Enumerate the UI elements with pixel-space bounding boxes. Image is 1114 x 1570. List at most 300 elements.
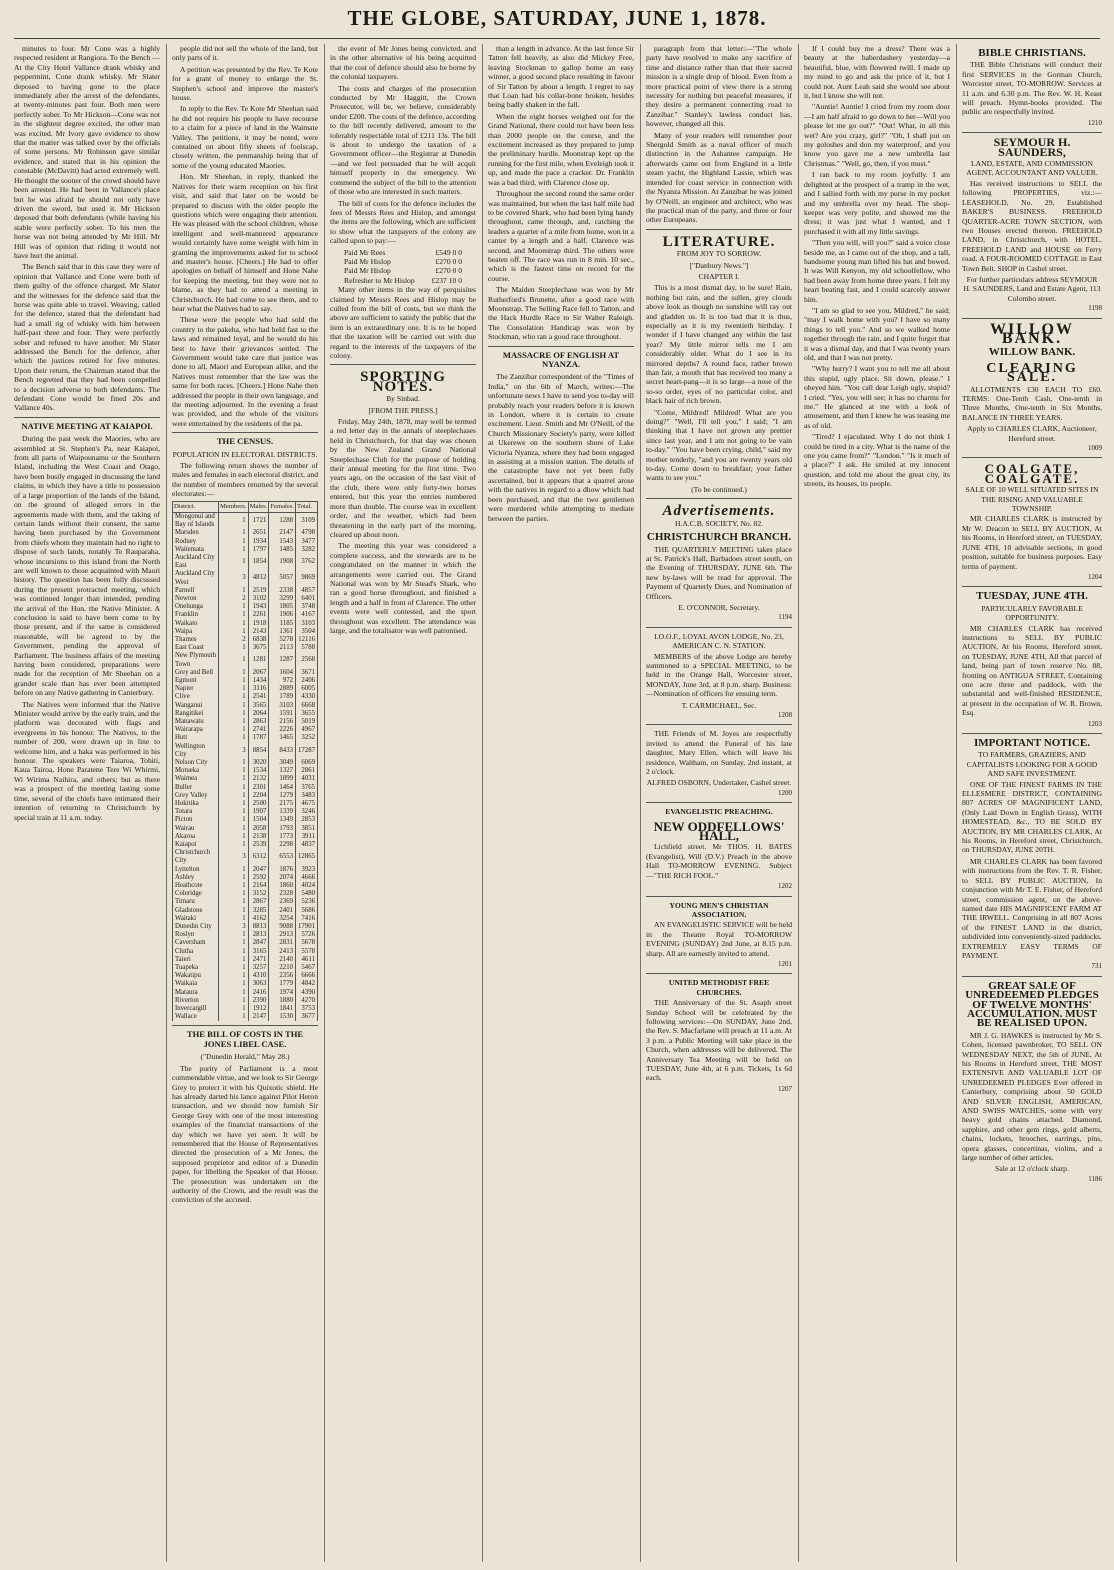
- census-row: [173, 825, 318, 833]
- census-row: [173, 652, 318, 668]
- story-paragraph: "Auntie! Auntie! I cried from my room door—I am half afraid to go down to her—Will you please let me go out?" "Out! What, in all this wet? Are you crazy, girl?" "Oh, I shall put on my goloshes and don my waterproof, and you know you gave me a new umbrella last Christmas." "Well, go, then, if you must.": [804, 102, 950, 168]
- cost-item: [330, 248, 476, 257]
- census-value: 1841: [269, 1005, 296, 1013]
- census-value: 1281: [248, 652, 269, 668]
- census-value: 3477: [296, 538, 318, 546]
- census-value: 6401: [296, 595, 318, 603]
- section-rule: [488, 346, 634, 347]
- census-value: 3923: [296, 866, 318, 874]
- census-value: 6005: [296, 685, 318, 693]
- article-paragraph: The meeting this year was considered a complete success, and the stewards are to be congratulated on the manner in which the arrangements were carried out. The Grand National was won by Mr Stead's Shark, who ran a good horse throughout, and finished a length and a half in front of Clarence. The other events were well contested, and the sport throughout was excellent. The attendance was large, and the totalisator was well patronised.: [330, 541, 476, 635]
- census-value: 2416: [248, 989, 269, 997]
- census-value: 1787: [248, 734, 269, 742]
- ad-number: 1194: [778, 613, 792, 622]
- article-paragraph: These were the people who had sold the country to the pakeha, who had held fast to the laws and remained loyal, and he would do his best to have their grievances settled. The Government would take care that justice was done to all, Maori and European alike, and the Natives must remember that the law was the same for both races. [Cheers.] Hone Nahe then addressed the people in their own language, and the meeting adjourned. In the evening a feast was provided, and the whole of the visitors were entertained by the residents of the pa.: [172, 315, 318, 428]
- census-value: 2301: [248, 784, 269, 792]
- ad-body: MEMBERS of the above Lodge are hereby summoned to a SPECIAL MEETING, to be held in the Orange Hall, Worcester street, MONDAY, June 3rd, at 8 p.m. sharp. Business:—Nomination of officers for ensuing term.: [646, 651, 792, 699]
- census-value: 2406: [296, 677, 318, 685]
- census-value: 1: [219, 702, 249, 710]
- ad-rule: [646, 802, 792, 803]
- census-district: Wairarapa: [173, 726, 219, 734]
- masthead-title: THE GLOBE, SATURDAY, JUNE 1, 1878.: [347, 5, 767, 30]
- ad-title: I.O.O.F., LOYAL AVON LODGE, No. 23, AMERICAN C. N. STATION.: [654, 631, 784, 651]
- census-district: New Plymouth Town: [173, 652, 219, 668]
- census-value: 3254: [269, 915, 296, 923]
- census-row: [173, 816, 318, 824]
- census-district: Waimea: [173, 775, 219, 783]
- census-row: [173, 923, 318, 931]
- census-value: 5480: [296, 890, 318, 898]
- census-value: 1: [219, 734, 249, 742]
- census-value: 1: [219, 529, 249, 537]
- census-value: 5236: [296, 898, 318, 906]
- census-value: 1: [219, 874, 249, 882]
- article-paragraph: The bill of costs for the defence includes the fees of Messrs Rees and Hislop, and amongst the items are the following, which are sufficient to show what the taxpayers of the colony are called upon to pay:—: [330, 198, 476, 246]
- census-district: Auckland City West: [173, 570, 219, 586]
- census-value: 2539: [248, 841, 269, 849]
- census-row: [173, 775, 318, 783]
- census-row: [173, 644, 318, 652]
- census-row: [173, 595, 318, 603]
- census-district: Napier: [173, 685, 219, 693]
- census-value: 3762: [296, 554, 318, 570]
- census-value: 1: [219, 898, 249, 906]
- census-value: 2226: [269, 726, 296, 734]
- census-row: [173, 512, 318, 529]
- census-value: 6668: [296, 702, 318, 710]
- census-value: 5686: [296, 907, 318, 915]
- column-7: [962, 44, 1102, 1562]
- column-6: [804, 44, 950, 1562]
- census-value: 1: [219, 816, 249, 824]
- census-district: Waikato: [173, 620, 219, 628]
- census-heading: THE CENSUS.: [216, 436, 274, 447]
- ad-subtitle: CHRISTCHURCH BRANCH.: [646, 531, 792, 544]
- census-row: [173, 964, 318, 972]
- census-row: [173, 767, 318, 775]
- census-row: [173, 939, 318, 947]
- census-row: [173, 898, 318, 906]
- census-row: [173, 734, 318, 742]
- census-row: [173, 587, 318, 595]
- masthead-rule: [14, 38, 1100, 39]
- census-district: Waitaki: [173, 915, 219, 923]
- article-paragraph: Many of your readers will remember poor Shergold Smith as a naval officer of much distinction in the Ashantee campaign. He afterwards came out from England in a little steam yacht, the Highland Lassie, which was intended for coast service in connection with the Nyanza Mission. At Zanzibar he was joined by O'Neill, an engineer and architect, who was the practical man of the party, and three or four other Europeans.: [646, 130, 792, 225]
- section-rule: [646, 498, 792, 499]
- section-rule: [14, 417, 160, 418]
- ad-number: 731: [1091, 962, 1102, 971]
- census-value: 9088: [269, 923, 296, 931]
- census-value: 3: [219, 923, 249, 931]
- census-value: 1789: [269, 693, 296, 701]
- census-district: Hutt: [173, 734, 219, 742]
- census-value: 1534: [248, 767, 269, 775]
- census-row: [173, 702, 318, 710]
- clearing-sale-heading: CLEARING SALE.: [986, 360, 1078, 386]
- census-district: Roslyn: [173, 931, 219, 939]
- census-value: 5278: [269, 636, 296, 644]
- census-district: Waikaia: [173, 980, 219, 988]
- census-row: [173, 890, 318, 898]
- cost-label: Refresher to Mr Hislop: [344, 275, 415, 285]
- census-value: 4024: [296, 882, 318, 890]
- ad-rule: [962, 318, 1102, 319]
- census-value: 4837: [296, 841, 318, 849]
- census-value: 2175: [269, 800, 296, 808]
- column-divider: [324, 44, 325, 1562]
- census-value: 1: [219, 890, 249, 898]
- census-value: 1: [219, 997, 249, 1005]
- census-row: [173, 784, 318, 792]
- census-district: Wellington City: [173, 743, 219, 759]
- ad-number: 1204: [1088, 572, 1102, 581]
- census-district: Wairau: [173, 825, 219, 833]
- census-value: 3020: [248, 759, 269, 767]
- census-value: 1906: [269, 611, 296, 619]
- story-paragraph: This is a most dismal day, to be sure! Rain, nothing but rain, and the sullen, grey clouds above look as though no sunshine will ray out and gladden us. It is too bad that it is thus, especially as it is my twentieth birthday. I wonder if I have changed any within the last year? My little mirror tells me I am considerably older. What do I see in its mirrored depths? A round face, rather brown than fair, a mouth that has received too many a secret heart-pang—it is so large—a nose of the so-so order, eyes of no particular color, and black hair of rich brown.: [646, 283, 792, 406]
- census-row: [173, 710, 318, 718]
- ad-body: MR CHARLES CLARK has received instructions to SELL BY PUBLIC AUCTION, At his Rooms, Hereford street, on TUESDAY, JUNE 4TH, All that parcel of land, being part of town reserve No. 88, fronting on ANTIGUA STREET, Containing one acre three and paddock, with the substantial and well-finished RESIDENCE, at present in the occupation of W. R. Brown, Esq.: [962, 623, 1102, 718]
- column-divider: [798, 44, 799, 1562]
- census-value: 2401: [269, 907, 296, 915]
- census-value: 1: [219, 833, 249, 841]
- census-value: 3103: [269, 702, 296, 710]
- ad-number: 1210: [1088, 118, 1102, 127]
- census-value: 4798: [296, 529, 318, 537]
- census-value: 3655: [296, 710, 318, 718]
- census-row: [173, 669, 318, 677]
- census-value: 1: [219, 587, 249, 595]
- census-row: [173, 693, 318, 701]
- costs-list: [330, 248, 476, 286]
- cost-amount: £237 10 0: [431, 275, 462, 285]
- census-value: 4842: [296, 980, 318, 988]
- census-value: 1: [219, 1005, 249, 1013]
- census-value: 3257: [248, 964, 269, 972]
- census-value: 9869: [296, 570, 318, 586]
- census-value: 2541: [248, 693, 269, 701]
- ad-title: TUESDAY, JUNE 4TH.: [976, 590, 1088, 603]
- to-be-continued: (To be continued.): [691, 484, 747, 494]
- census-value: 2147: [248, 1013, 269, 1021]
- cost-item: [330, 257, 476, 266]
- census-value: 4390: [296, 989, 318, 997]
- census-district: Taieri: [173, 956, 219, 964]
- census-value: 1: [219, 948, 249, 956]
- great-sale-heading: GREAT SALE OF UNREDEEMED PLEDGES OF TWELVE MONTHS' ACCUMULATION. MUST BE REALISED UPON.: [965, 979, 1099, 1030]
- census-district: Christchurch City: [173, 849, 219, 865]
- census-row: [173, 529, 318, 537]
- census-value: 12116: [296, 636, 318, 644]
- ad-number: 1201: [778, 959, 792, 968]
- census-value: 1797: [248, 546, 269, 554]
- census-district: Picton: [173, 816, 219, 824]
- census-row: [173, 538, 318, 546]
- story-paragraph: "Come, Mildred! Mildred! What are you doing?" "Well, I'll tell you," I said; "I am thinking that I have not grown any prettier since last year, and I am not going to be vain to-day." "You have been crying, child," said my mother tenderly, "and you are twenty years old to-day. Come down to breakfast; your father wants to see you.": [646, 407, 792, 483]
- census-value: 2867: [248, 898, 269, 906]
- census-value: 1860: [269, 882, 296, 890]
- story-paragraph: I ran back to my room joyfully. I am delighted at the prospect of a tramp in the wet, and I sallied forth with my purse in my pocket and my umbrella over my head. The shop-keeper was very polite, and showed me the dress; it was just what I wanted, and I purchased it with all my little savings.: [804, 170, 950, 236]
- census-district: Parnell: [173, 587, 219, 595]
- census-district: Wakatipu: [173, 972, 219, 980]
- census-value: 2328: [269, 890, 296, 898]
- census-value: 4310: [248, 972, 269, 980]
- ad-body: THE Anniversary of the St. Asaph street Sunday School will be celebrated by the following services:—On SUNDAY, June 2nd, the Rev. S. Macfarlane will preach at 11 a.m. At 3 p.m. a Public Meeting will take place in the Church, when addresses will be delivered. The Anniversary Tea Meeting will be held on TUESDAY, June 4th, at 6 p.m. Tickets, 1s 6d each.: [646, 998, 792, 1083]
- census-value: 2: [219, 595, 249, 603]
- census-value: 2592: [248, 874, 269, 882]
- census-table: [172, 501, 318, 1022]
- census-value: 1287: [269, 652, 296, 668]
- census-value: 5678: [296, 939, 318, 947]
- ad-number: 1202: [778, 882, 792, 891]
- census-value: 1: [219, 628, 249, 636]
- census-value: 12865: [296, 849, 318, 865]
- story-paragraph: If I could buy me a dress? There was a beauty at the haberdashery yesterday—a beautiful, blue, with flowered twill. I made up my mind to go and ask the price of it, but I could not. Aunt Leah said she would see about it, but I know she will not.: [804, 44, 950, 101]
- article-paragraph: than a length in advance. At the last fence Sir Tatton fell heavily, as also did Mickey Free, leaving Stockman to gallop home an easy winner, a good second place resulting in favour of Sir Tatton by about a length. I regret to say that Loan had his collar-bone broken, besides being badly shaken in the fall.: [488, 44, 634, 110]
- census-district: Akaroa: [173, 833, 219, 841]
- census-value: 1: [219, 841, 249, 849]
- census-district: Franklin: [173, 611, 219, 619]
- ad-body: MR CHARLES CLARK has been favored with instructions from the Rev. T. R. Fisher, to SELL BY PUBLIC AUCTION, In conjunction with Mr T. E. Fisher, of Hereford street, commission agent, on the above-named date HIS MAGNIFICENT FARM AT THE IRWELL. Comprising in all 807 Acres of the FINEST LAND in the district, subdivided into conveniently-sized paddocks. EXTREMELY EASY TERMS OF PAYMENT.: [962, 856, 1102, 960]
- census-value: 3753: [296, 1005, 318, 1013]
- census-value: 2064: [248, 710, 269, 718]
- census-row: [173, 570, 318, 586]
- census-value: 2113: [269, 644, 296, 652]
- census-value: 1: [219, 939, 249, 947]
- census-value: 3677: [296, 1013, 318, 1021]
- census-district: Wallace: [173, 1013, 219, 1021]
- census-value: 3109: [296, 512, 318, 529]
- article-paragraph: Throughout the second round the same order was maintained, but when the last half mile had to be covered Shark, who had been lying handy throughout, came through, and, catching the leaders a quarter of a mile from home, won in a canter by a length and a half. Clarence was second, and Moonstrap third. The others were beaten off. The race was run in 8 min. 10 sec., which is the fastest time on record for the course.: [488, 189, 634, 283]
- census-value: 3765: [296, 784, 318, 792]
- cost-item: [330, 266, 476, 275]
- census-body: [173, 512, 318, 1021]
- census-value: 1: [219, 759, 249, 767]
- census-value: 1604: [269, 669, 296, 677]
- census-value: 1: [219, 931, 249, 939]
- column-divider: [956, 44, 957, 1562]
- article-paragraph: Hon. Mr Sheehan, in reply, thanked the Natives for their warm reception on his first visit, and said that later on he would be prepared to discuss with the older people the questions which were engaging their attention. He was pleased with the school children, whose intelligent and well-mannered appearance would certainly have some weight with him in granting the improvements asked for to school and master's house. [Cheers.] He had to offer apologies on behalf of himself and Hone Nahe for keeping the meeting, but they were not to blame, as they had to attend a meeting in Christchurch. He had come to see them, and to hear what the Natives had to say.: [172, 172, 318, 313]
- census-value: 2338: [269, 587, 296, 595]
- article-paragraph: When the eight horses weighed out for the Grand National, there could not have been less than 2000 people on the course, and the excitement increased as they prepared to jump the preliminary hurdle. Moonstrap kept up the running for the first mile, when Eveleigh took it up, and made the pace a cracker. Dr. Franklin was a bad third, with Clarence close up.: [488, 111, 634, 187]
- census-row: [173, 956, 318, 964]
- census-value: 2863: [248, 718, 269, 726]
- ad-rule: [646, 627, 792, 628]
- article-paragraph: The costs and charges of the prosecution conducted by Mr Haggitt, the Crown Prosecutor, will be, we believe, considerably under £200. The costs of the defence, according to the bill recently delivered, amount to the tolerably respectable total of £211 13s. The bill is about to undergo the taxation of a Government officer—the Registrar at Dunedin—and we feel persuaded that he will acquit himself properly in the emergency. We commend the subject of the bill to the attention of those who are interested in such matters.: [330, 83, 476, 197]
- census-value: 8433: [269, 743, 296, 759]
- coalgate-heading: COALGATE, COALGATE.: [984, 461, 1080, 486]
- census-value: 1: [219, 800, 249, 808]
- census-value: 7416: [296, 915, 318, 923]
- census-value: 1: [219, 512, 249, 529]
- census-value: 1: [219, 652, 249, 668]
- census-row: [173, 1005, 318, 1013]
- census-value: 3: [219, 570, 249, 586]
- census-column-header: Members.: [219, 501, 249, 512]
- article-paragraph: The Zanzibar correspondent of the "Times of India," on the 6th of March, writes:—The unfortunate news I have to send you to-day will probably reach your readers before it is known in London, where it is certain to create excitement. Lieut. Smith and Mr O'Neill, of the Church Missionary Society's party, were killed at Ukerewe on the southern shore of Lake Victoria Nyanza, where they had been engaged in assisting at a mission station. The details of the catastrophe have not yet been fully ascertained, but it appears that a quarrel arose with the natives in regard to a dhow which had been purchased, and that the two gentlemen were murdered while attempting to mediate between the parties.: [488, 372, 634, 523]
- census-value: 1464: [269, 784, 296, 792]
- census-value: 1805: [269, 603, 296, 611]
- advertisements-heading: Advertisements.: [662, 503, 776, 520]
- story-title: FROM JOY TO SORROW.: [676, 249, 762, 259]
- census-district: Nelson City: [173, 759, 219, 767]
- census-row: [173, 997, 318, 1005]
- census-district: Caversham: [173, 939, 219, 947]
- census-value: 2067: [248, 669, 269, 677]
- census-value: 3299: [269, 595, 296, 603]
- census-value: 1: [219, 956, 249, 964]
- census-district: Heathcote: [173, 882, 219, 890]
- census-row: [173, 759, 318, 767]
- ad-number: 1186: [1088, 1174, 1102, 1183]
- census-value: 4857: [296, 587, 318, 595]
- census-district: Grey and Bell: [173, 669, 219, 677]
- sporting-byline: By Sinbad.: [386, 394, 420, 404]
- ad-number: 1009: [1088, 444, 1102, 453]
- census-value: 1: [219, 603, 249, 611]
- census-value: 2047: [248, 866, 269, 874]
- massacre-heading: MASSACRE OF ENGLISH AT NYANZA.: [502, 349, 620, 369]
- ad-title: BIBLE CHRISTIANS.: [978, 47, 1086, 59]
- census-value: 2164: [248, 882, 269, 890]
- census-value: 2813: [248, 931, 269, 939]
- census-header-row: [173, 501, 318, 512]
- census-value: 3671: [296, 669, 318, 677]
- census-row: [173, 677, 318, 685]
- census-value: 3102: [248, 595, 269, 603]
- census-value: 1: [219, 972, 249, 980]
- census-row: [173, 603, 318, 611]
- census-value: 3152: [248, 890, 269, 898]
- census-value: 1: [219, 718, 249, 726]
- column-divider: [482, 44, 483, 1562]
- census-value: 8813: [248, 923, 269, 931]
- census-column-header: District.: [173, 501, 219, 512]
- census-value: 1: [219, 538, 249, 546]
- census-value: 5467: [296, 964, 318, 972]
- census-row: [173, 989, 318, 997]
- census-row: [173, 726, 318, 734]
- census-value: 4270: [296, 997, 318, 1005]
- census-value: 1: [219, 767, 249, 775]
- section-rule: [330, 364, 476, 365]
- census-value: 1591: [269, 710, 296, 718]
- census-district: Motueka: [173, 767, 219, 775]
- census-district: Clive: [173, 693, 219, 701]
- census-value: 2847: [248, 939, 269, 947]
- census-value: 3675: [248, 644, 269, 652]
- census-value: 2138: [248, 833, 269, 841]
- ad-subtitle: SALE OF 10 WELL SITUATED SITES IN THE RISING AND VALUABLE TOWNSHIP.: [965, 485, 1099, 514]
- story-paragraph: "Why hurry? I want you to tell me all about this stupid, ugly place. Sit down, please." I obeyed him. "You call dear Leigh ugly, stupid? I cried. "Yes, you will see; it has no charms for me." He glanced at me with a look of amusement, and then I knew he was teasing me as of old.: [804, 364, 950, 430]
- section-rule: [646, 229, 792, 230]
- census-value: 1912: [248, 1005, 269, 1013]
- census-district: Tuapeka: [173, 964, 219, 972]
- census-row: [173, 915, 318, 923]
- census-value: 6069: [296, 759, 318, 767]
- census-value: 2853: [296, 816, 318, 824]
- census-value: 1279: [269, 792, 296, 800]
- census-value: 1361: [269, 628, 296, 636]
- census-value: 1: [219, 693, 249, 701]
- cost-item: [330, 276, 476, 285]
- masthead: [0, 0, 1114, 36]
- article-paragraph: people did not sell the whole of the land, but only parts of it.: [172, 44, 318, 63]
- chapter-label: CHAPTER I.: [698, 271, 740, 281]
- section-rule: [172, 432, 318, 433]
- census-district: Rodney: [173, 538, 219, 546]
- census-value: 1918: [248, 620, 269, 628]
- article-paragraph: Friday, May 24th, 1878, may well be termed a red letter day in the annals of steeplechases held in Christchurch, for that day was chosen by the New Zealand Grand National Steeplechase Club for the purpose of holding their annual meeting for the first time. Two years ago, on the occasion of the last visit of the club, there were only forty-two horses entered, but this year the entries numbered more than double. The course was in excellent order, and the weather, which had been threatening in the early part of the morning, cleared up about noon.: [330, 417, 476, 539]
- census-value: 1: [219, 980, 249, 988]
- census-value: 2058: [248, 825, 269, 833]
- census-value: 1: [219, 620, 249, 628]
- census-value: 1: [219, 882, 249, 890]
- ad-rule: [646, 724, 792, 725]
- census-value: 5788: [296, 644, 318, 652]
- census-value: 1974: [269, 989, 296, 997]
- census-value: 2147: [269, 529, 296, 537]
- ad-footer: For further particulars address SEYMOUR H. SAUNDERS, Land and Estate Agent, 113 Colombo street.: [963, 274, 1101, 303]
- census-value: 1899: [269, 775, 296, 783]
- census-value: 3565: [248, 702, 269, 710]
- census-value: 4611: [296, 956, 318, 964]
- census-value: 1943: [248, 603, 269, 611]
- ad-body: Has received instructions to SELL the following PROPERTIES, viz.:—LEASEHOLD, No. 29, Established BAKER'S BUSINESS. FREEHOLD QUARTER-ACRE TOWN SECTION, with two Houses erected thereon. FREEHOLD LAND, in Christchurch, with HOTEL. FREEHOLD LAND and HOUSE on Ferry road. A FOUR-ROOMED COTTAGE in East Town Belt. SHOP in Cashel street.: [962, 178, 1102, 273]
- census-value: 3483: [296, 792, 318, 800]
- census-value: 2132: [248, 775, 269, 783]
- census-column-header: Females.: [269, 501, 296, 512]
- census-value: 2143: [248, 628, 269, 636]
- census-value: 2074: [269, 874, 296, 882]
- census-value: 2210: [269, 964, 296, 972]
- census-value: 1: [219, 710, 249, 718]
- census-value: 1: [219, 915, 249, 923]
- census-row: [173, 636, 318, 644]
- census-district: Waipa: [173, 628, 219, 636]
- cost-label: Paid Mr Rees: [344, 247, 386, 257]
- native-meeting-heading: NATIVE MEETING AT KAIAPOI.: [21, 420, 153, 431]
- census-value: 2831: [269, 939, 296, 947]
- article-paragraph: The Natives were informed that the Native Minister would arrive by the early train, and the platform was decorated with flags and evergreens in his honour. The Natives, to the number of 200, were drawn up in line to welcome him, and a haka was performed in his honour. The speakers were Taiaroa, Tohiti, Kaua Tairoa, Hone Paratene Tere Wi Whirmi, Wi Wirima Naihira, and others; but as there was a prospect of the meeting lasting some time, several of the chiefs have intimated their intention of returning to Christchurch by special train at 11 a.m. today.: [14, 699, 160, 822]
- census-value: 1721: [248, 512, 269, 529]
- census-value: 1: [219, 726, 249, 734]
- census-value: 1288: [269, 512, 296, 529]
- ad-rule: [962, 132, 1102, 133]
- census-value: 8854: [248, 743, 269, 759]
- ad-signature: T. CARMICHAEL, Sec.: [681, 700, 757, 710]
- census-value: 3116: [248, 685, 269, 693]
- census-value: 3246: [296, 808, 318, 816]
- census-row: [173, 849, 318, 865]
- census-value: 3063: [248, 980, 269, 988]
- census-value: 3911: [296, 833, 318, 841]
- article-paragraph: Many other items in the way of perquisites claimed by Messrs Rees and Hislop may be culled from the bill of costs, but we think the above are sufficient to satisfy the public that the item is an extraordinary one. It is to be hoped that the taxation will be carried out with due regard to the interests of the taxpayers of the colony.: [330, 285, 476, 360]
- census-value: 6838: [248, 636, 269, 644]
- ad-body: THE QUARTERLY MEETING takes place at St. Patrick's Hall, Barbadoes street south, on the Evening of THURSDAY, JUNE 6th. The new by-laws will be read for approval. The Payment of Quarterly Dues, and Nomination of Officers.: [646, 544, 792, 601]
- census-value: 3851: [296, 825, 318, 833]
- ad-title: UNITED METHODIST FREE CHURCHES.: [668, 978, 770, 997]
- column-4: [488, 44, 634, 1562]
- census-value: 2140: [269, 956, 296, 964]
- census-value: 17901: [296, 923, 318, 931]
- census-value: 3165: [248, 948, 269, 956]
- ad-number: 1198: [1088, 304, 1102, 313]
- census-note: The following return shows the number of males and females in each electoral district, and the number of members returned by the several electorates:—: [172, 461, 318, 499]
- willow-bank-subtitle: WILLOW BANK.: [988, 346, 1076, 359]
- census-district: Totara: [173, 808, 219, 816]
- census-value: 1907: [248, 808, 269, 816]
